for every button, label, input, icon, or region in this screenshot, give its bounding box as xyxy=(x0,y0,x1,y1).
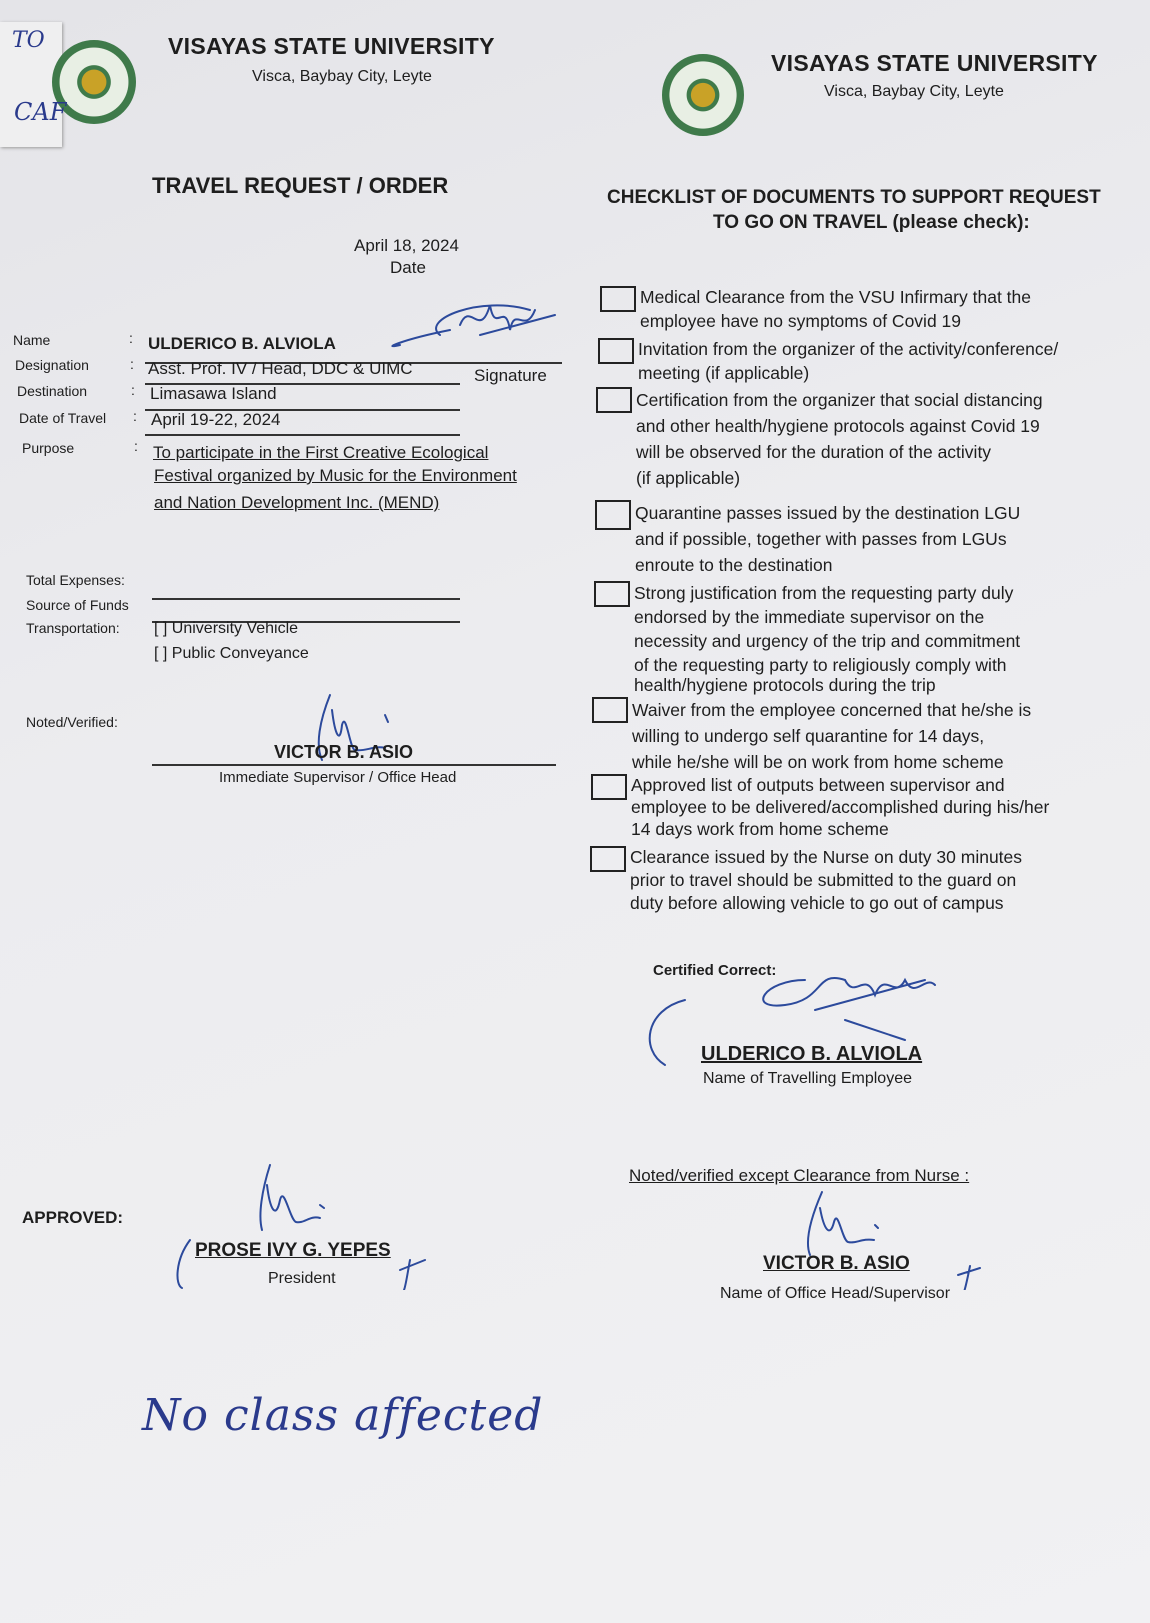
item-text: Waiver from the employee concerned that he/she is xyxy=(632,700,1032,720)
transportation-label: Transportation: xyxy=(26,620,120,636)
president-name: PROSE IVY G. YEPES xyxy=(195,1240,391,1261)
item-text: enroute to the destination xyxy=(635,555,833,575)
name-value[interactable]: ULDERICO B. ALVIOLA xyxy=(148,334,336,353)
item-text: 14 days work from home scheme xyxy=(631,819,889,839)
checkbox[interactable] xyxy=(596,387,632,413)
item-text: endorsed by the immediate supervisor on the xyxy=(634,607,985,627)
university-address-right: Visca, Baybay City, Leyte xyxy=(824,83,1004,100)
president-title: President xyxy=(268,1270,336,1287)
purpose-line-3: and Nation Development Inc. (MEND) xyxy=(154,493,440,512)
item-text: (if applicable) xyxy=(636,468,741,488)
item-text: Approved list of outputs between supervisor and xyxy=(631,775,1005,795)
item-text: and if possible, together with passes from LGUs xyxy=(635,529,1007,549)
item-text: employee have no symptoms of Covid 19 xyxy=(640,310,961,331)
supervisor-line xyxy=(152,764,556,766)
designation-value[interactable]: Asst. Prof. IV / Head, DDC & UIMC xyxy=(148,359,413,378)
purpose-line-1: To participate in the First Creative Ecological xyxy=(153,443,489,462)
item-text: willing to undergo self quarantine for 14 days, xyxy=(632,726,985,746)
item-text: Quarantine passes issued by the destination LGU xyxy=(635,503,1021,523)
checkbox[interactable] xyxy=(592,697,628,723)
item-text: necessity and urgency of the trip and commitment xyxy=(634,631,1021,651)
item-text: Clearance issued by the Nurse on duty 30 minutes xyxy=(630,847,1023,867)
total-expenses-label: Total Expenses: xyxy=(26,572,125,588)
employee-signature xyxy=(360,290,560,370)
supervisor-name: VICTOR B. ASIO xyxy=(274,742,414,762)
item-text: Strong justification from the requesting party duly xyxy=(634,583,1014,603)
name-label: Name xyxy=(13,332,51,348)
checklist-title-2: TO GO ON TRAVEL (please check): xyxy=(713,212,1030,233)
designation-label: Designation xyxy=(15,357,89,373)
checklist-title-1: CHECKLIST OF DOCUMENTS TO SUPPORT REQUEST xyxy=(607,187,1101,208)
request-date: April 18, 2024 xyxy=(354,236,459,255)
colon: : xyxy=(133,408,137,424)
office-head-name: VICTOR B. ASIO xyxy=(763,1253,910,1274)
item-text: prior to travel should be submitted to the guard on xyxy=(630,870,1017,890)
university-address-left: Visca, Baybay City, Leyte xyxy=(252,68,432,85)
university-name-left: VISAYAS STATE UNIVERSITY xyxy=(168,33,495,59)
item-text: will be observed for the duration of the activity xyxy=(636,442,992,462)
colon: : xyxy=(131,382,135,398)
colon: : xyxy=(129,330,133,346)
item-text: Certification from the organizer that social distancing xyxy=(636,390,1043,410)
item-text: of the requesting party to religiously comply with xyxy=(634,655,1007,675)
university-seal-right xyxy=(662,54,744,136)
item-text: health/hygiene protocols during the trip xyxy=(634,675,936,695)
destination-value[interactable]: Limasawa Island xyxy=(150,384,277,403)
form-title: TRAVEL REQUEST / ORDER xyxy=(152,173,449,198)
checkbox[interactable] xyxy=(591,774,627,800)
approved-label: APPROVED: xyxy=(22,1208,124,1227)
source-of-funds-label: Source of Funds xyxy=(26,597,129,613)
handwritten-remark: No class affected xyxy=(142,1390,544,1441)
item-text: while he/she will be on work from home scheme xyxy=(632,752,1004,772)
checkbox[interactable] xyxy=(598,338,634,364)
checkbox[interactable] xyxy=(594,581,630,607)
transport-public-conveyance[interactable]: [ ] Public Conveyance xyxy=(154,645,309,662)
signature-label: Signature xyxy=(474,366,547,385)
noted-except-label: Noted/verified except Clearance from Nurse : xyxy=(629,1166,970,1185)
item-text: duty before allowing vehicle to go out of campus xyxy=(630,893,1004,913)
item-text: meeting (if applicable) xyxy=(638,362,810,383)
transport-university-vehicle[interactable]: [ ] University Vehicle xyxy=(154,620,299,637)
employee-caption: Name of Travelling Employee xyxy=(703,1070,912,1087)
university-name-right: VISAYAS STATE UNIVERSITY xyxy=(771,50,1098,76)
supervisor-title: Immediate Supervisor / Office Head xyxy=(219,769,457,786)
date-of-travel-label: Date of Travel xyxy=(19,410,107,426)
item-text: employee to be delivered/accomplished during his/her xyxy=(631,797,1050,817)
date-of-travel-value[interactable]: April 19-22, 2024 xyxy=(151,410,281,429)
purpose-line-2: Festival organized by Music for the Environment xyxy=(154,466,517,485)
colon: : xyxy=(134,438,138,454)
checkbox[interactable] xyxy=(600,286,636,312)
certified-correct-label: Certified Correct: xyxy=(653,962,777,979)
destination-label: Destination xyxy=(17,383,88,399)
office-head-caption: Name of Office Head/Supervisor xyxy=(720,1285,951,1302)
noted-verified-label: Noted/Verified: xyxy=(26,714,118,730)
date-label: Date xyxy=(390,258,426,277)
checkbox[interactable] xyxy=(595,500,631,530)
item-text: and other health/hygiene protocols against Covid 19 xyxy=(636,416,1040,436)
handwritten-note-bottom: CAF xyxy=(14,98,67,126)
handwritten-note-top: TO xyxy=(12,28,45,53)
checkbox[interactable] xyxy=(590,846,626,872)
purpose-label: Purpose xyxy=(22,440,75,456)
colon: : xyxy=(130,356,134,372)
item-text: Medical Clearance from the VSU Infirmary that the xyxy=(640,287,1031,307)
employee-name-certified: ULDERICO B. ALVIOLA xyxy=(701,1043,923,1065)
item-text: Invitation from the organizer of the activity/conference/ xyxy=(638,339,1059,359)
date-of-travel-underline xyxy=(145,434,460,436)
total-expenses-line xyxy=(152,598,460,600)
